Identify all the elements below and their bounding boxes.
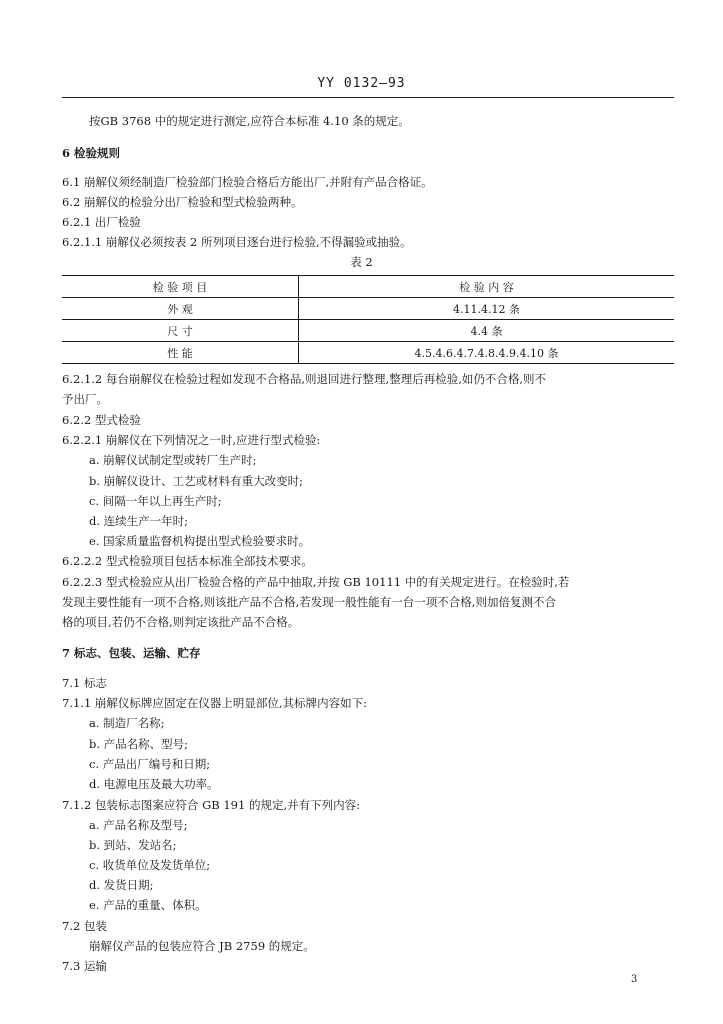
section-heading: 6 检验规则 (62, 146, 121, 160)
list-item: a. 崩解仪试制定型或转厂生产时; (89, 453, 257, 467)
text-line: 6.2.2.2 型式检验项目包括本标准全部技术要求。 (62, 554, 313, 568)
text-line: 格的项目,若仍不合格,则判定该批产品不合格。 (62, 615, 300, 629)
list-item: d. 连续生产一年时; (89, 514, 189, 528)
text-line: 6.2.2 型式检验 (62, 413, 141, 427)
table-cell: 4.11.4.12 条 (453, 302, 520, 316)
header-cell-content: 检 验 内 容 (459, 280, 514, 294)
header-rule (62, 97, 674, 98)
text-line: 崩解仪产品的包装应符合 JB 2759 的规定。 (89, 939, 315, 953)
list-item: b. 崩解仪设计、工艺或材料有重大改变时; (89, 474, 304, 488)
text-line: 7.2 包装 (62, 919, 107, 933)
text-line: 6.2.1.1 崩解仪必须按表 2 所列项目逐台进行检验,不得漏验或抽验。 (62, 235, 412, 249)
text-line: 6.2.2.3 型式检验应从出厂检验合格的产品中抽取,并按 GB 10111 中的有关规定进行。在检验时,若 (62, 575, 570, 589)
section-heading: 7 标志、包装、运输、贮存 (62, 646, 201, 660)
text-line: 6.2.2.1 崩解仪在下列情况之一时,应进行型式检验: (62, 433, 321, 447)
list-item: a. 产品名称及型号; (89, 818, 188, 832)
text-line: 6.1 崩解仪须经制造厂检验部门检验合格后方能出厂,并附有产品合格证。 (62, 175, 433, 189)
list-item: c. 收货单位及发货单位; (89, 858, 211, 872)
list-item: c. 产品出厂编号和日期; (89, 757, 211, 771)
text-line: 予出厂。 (62, 392, 108, 406)
text-line: 6.2 崩解仪的检验分出厂检验和型式检验两种。 (62, 195, 303, 209)
table-cell: 尺 寸 (62, 320, 299, 342)
table-cell: 4.4 条 (470, 324, 503, 338)
list-item: c. 间隔一年以上再生产时; (89, 494, 222, 508)
text-line: 发现主要性能有一项不合格,则该批产品不合格,若发现一般性能有一台一项不合格,则加倍复测不合 (62, 595, 556, 609)
table-title: 表 2 (350, 255, 373, 269)
text-line: 7.1.1 崩解仪标牌应固定在仪器上明显部位,其标牌内容如下: (62, 696, 367, 710)
list-item: e. 产品的重量、体积。 (89, 898, 207, 912)
table-row (62, 320, 674, 342)
list-item: d. 电源电压及最大功率。 (89, 777, 219, 791)
standard-code-header: YY 0132—93 (317, 76, 406, 91)
list-item: e. 国家质量监督机构提出型式检验要求时。 (89, 534, 311, 548)
text-line: 7.1.2 包装标志图案应符合 GB 191 的规定,并有下列内容: (62, 798, 360, 812)
list-item: a. 制造厂名称; (89, 716, 165, 730)
table-row (62, 298, 674, 320)
table-cell: 4.5.4.6.4.7.4.8.4.9.4.10 条 (414, 346, 559, 360)
table-cell: 性 能 (62, 342, 299, 364)
header-cell-item: 检 验 项 目 (62, 276, 299, 298)
page-number: 3 (631, 974, 638, 985)
text-line: 7.1 标志 (62, 676, 107, 690)
text-line: 6.2.1 出厂检验 (62, 215, 141, 229)
list-item: d. 发货日期; (89, 878, 154, 892)
inspection-table (62, 275, 674, 364)
table-row (62, 342, 674, 364)
text-line: 7.3 运输 (62, 959, 107, 973)
list-item: b. 到站、发站名; (89, 838, 177, 852)
table-header-row (62, 276, 674, 298)
text-line: 按GB 3768 中的规定进行测定,应符合本标准 4.10 条的规定。 (89, 114, 410, 128)
list-item: b. 产品名称、型号; (89, 737, 189, 751)
text-line: 6.2.1.2 每台崩解仪在检验过程如发现不合格品,则退回进行整理,整理后再检验,如仍不合格,则不 (62, 372, 547, 386)
table-cell: 外 观 (62, 298, 299, 320)
